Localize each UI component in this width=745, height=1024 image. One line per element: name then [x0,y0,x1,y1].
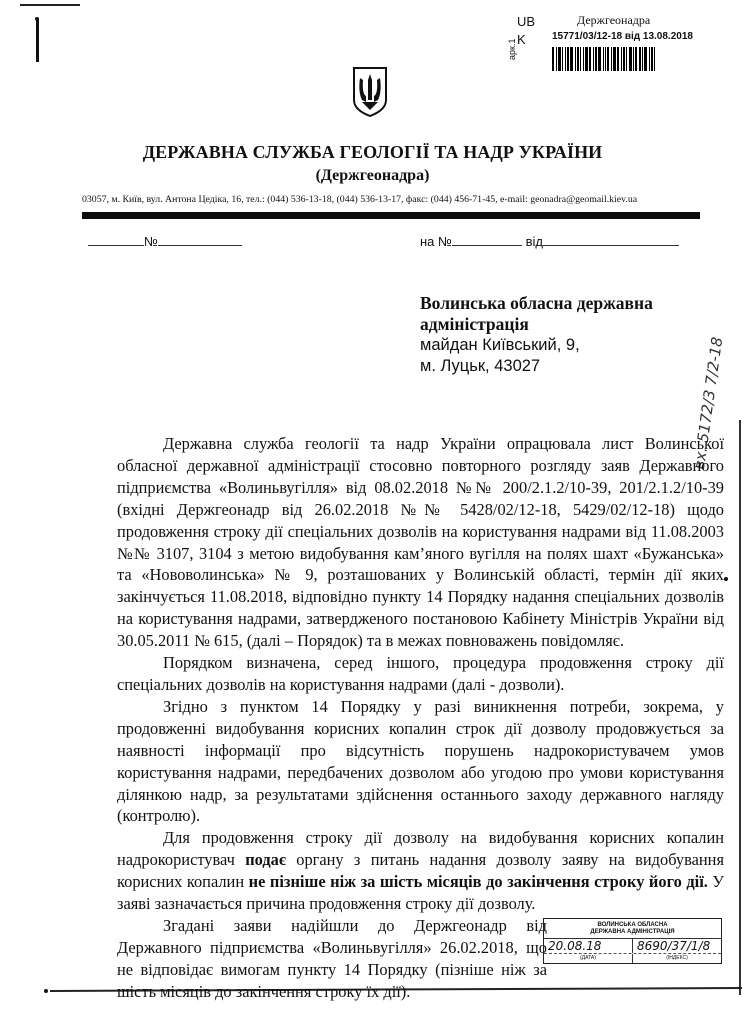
registration-sheet: арк.1 [507,38,517,60]
barcode-bar [558,47,561,71]
barcode-bar [585,47,588,71]
barcode-bar [639,47,641,71]
barcode-bar [611,47,612,71]
in-reply-field [420,233,679,249]
registration-stamp [543,918,722,964]
barcode-bar [621,47,622,71]
barcode-bar [593,47,594,71]
barcode-bar [651,47,653,71]
organization-contacts: 03057, м. Київ, вул. Антона Цедіка, 16, тел.: (044) 536-13-18, (044) 536-13-17, факс: (044) 456-71-45, e-mail: geonadra@geomail.kiev.ua [82,194,638,205]
stamp-line-1: ВОЛИНСЬКА ОБЛАСНА [597,922,668,928]
barcode-icon [552,47,694,71]
paragraph-4-text: Для продовження строку дії дозволу на видобування корисних копалин надрокористувач [117,828,724,870]
addressee-city: м. Луцьк, 43027 [420,357,541,375]
stamp-line-2: ДЕРЖАВНА АДМІНІСТРАЦІЯ [590,929,675,935]
paragraph-4-text: У заяві зазначається причина продовження строку дії дозволу. [117,872,724,914]
barcode-bar [567,47,569,71]
registration-code-top: UB [517,14,536,29]
barcode-bar [580,47,581,71]
organization-title: ДЕРЖАВНА СЛУЖБА ГЕОЛОГІЇ ТА НАДР УКРАЇНИ [142,142,603,162]
scan-artifact-dot [44,989,48,993]
paragraph-1: Державна служба геології та надр України опрацювала лист Волинської обласної державної адміністрації стосовно повторного розгляду заяв Державного підприємства «Волиньвугілля» від 08.02.2018 №№ 200/2.1.2/10-39, 201/2.1.2/10-39 (вхідні Держгеонадр від 26.02.2018 №№ 5428/02/12-18, 5429/02/12-18) щодо продовження строку дії спеціальних дозволів на користування надрами від 11.08.2003 №№ 3107, 3104 з метою видобування кам’яного вугілля на полях шахт «Бужанська» та «Нововолинська» № 9, розташованих у Волинській області, термін дії яких закінчується 11.08.2018, відповідно пункту 14 Порядку надання спеціальних дозволів на користування надрами, затвердженого постановою Кабінету Міністрів України від 30.05.2011 № 615, (далі – Порядок) та в межах повноважень повідомляє. [117,434,724,651]
organization-short-name: (Держгеонадра) [315,167,430,184]
barcode-bar [649,47,650,71]
paragraph-4-bold: не пізніше ніж за шість місяців до закінчення строку його дії. [248,872,708,892]
barcode-bar [629,47,632,71]
registration-number: 15771/03/12-18 від 13.08.2018 [552,31,693,42]
barcode-bar [607,47,609,71]
stamp-index-label: (ІНДЕКС) [632,954,721,963]
barcode-bar [644,47,647,71]
number-label: № [144,234,158,249]
barcode-bar [575,47,576,71]
scan-artifact-bar [36,18,39,62]
barcode-bar [617,47,619,71]
barcode-bar [623,47,625,71]
barcode-bar [633,47,634,71]
addressee-street: майдан Київський, 9, [420,336,580,354]
header-divider [82,212,700,219]
handwritten-note: вх. 5172/3 7/2-18 [690,335,727,471]
barcode-bar [565,47,566,71]
barcode-bar [613,47,616,71]
date-label: від [525,234,543,249]
paragraph-4 [117,827,724,915]
barcode-bar [603,47,604,71]
barcode-bar [626,47,627,71]
paragraph-2: Порядком визначена, серед іншого, процедура продовження строку дії спеціальних дозволів на користування надрами (далі - дозволи). [117,653,724,694]
barcode-bar [635,47,637,71]
barcode-bar [605,47,606,71]
barcode-bar [598,47,601,71]
barcode-bar [642,47,643,71]
stamp-date: 20.08.18 [548,939,602,953]
barcode-bar [595,47,597,71]
registration-organization: Держгеонадра [577,13,651,27]
addressee-name-cont: адміністрація [420,314,529,334]
outgoing-number-field [88,233,242,249]
barcode-bar [570,47,573,71]
registration-label [507,10,717,70]
paragraph-5: Згадані заяви надійшли до Держгеонадр від Державного підприємства «Волиньвугілля» 26.02.2018, що не відповідає вимогам пункту 14 Порядку (пізніше ніж за шість місяців до закінчення строку їх дії). [117,915,547,1001]
in-reply-label: на № [420,234,452,249]
barcode-bar [577,47,579,71]
barcode-bar [589,47,591,71]
barcode-bar [583,47,584,71]
addressee-block [420,293,653,377]
stamp-date-label: (ДАТА) [580,955,596,961]
stamp-index: 8690/37/1/8 [632,939,721,953]
scan-artifact-line [20,4,80,6]
paragraph-4-bold: подає [245,850,286,870]
barcode-bar [552,47,554,71]
scan-artifact-dot [724,577,728,581]
paragraph-4-text: органу з питань надання дозволу заяву на видобування корисних копалин [117,850,724,892]
trident-emblem-icon [352,66,388,118]
addressee-name: Волинська обласна державна [420,293,653,313]
paragraph-3: Згідно з пунктом 14 Порядку у разі виникнення потреби, зокрема, у продовженні видобування корисних копалин строк дії дозволу продовжується за наявності інформації про відсутність порушень надрокористувачем умов користування надрами, передбачених дозволом або угодою про умови користування ділянкою надр, за результатами здійснення останнього заходу державного нагляду (контролю). [117,696,724,826]
barcode-bar [556,47,557,71]
barcode-bar [654,47,655,71]
page-edge-line [739,420,741,995]
registration-code-bottom: K [517,32,526,47]
barcode-bar [562,47,563,71]
